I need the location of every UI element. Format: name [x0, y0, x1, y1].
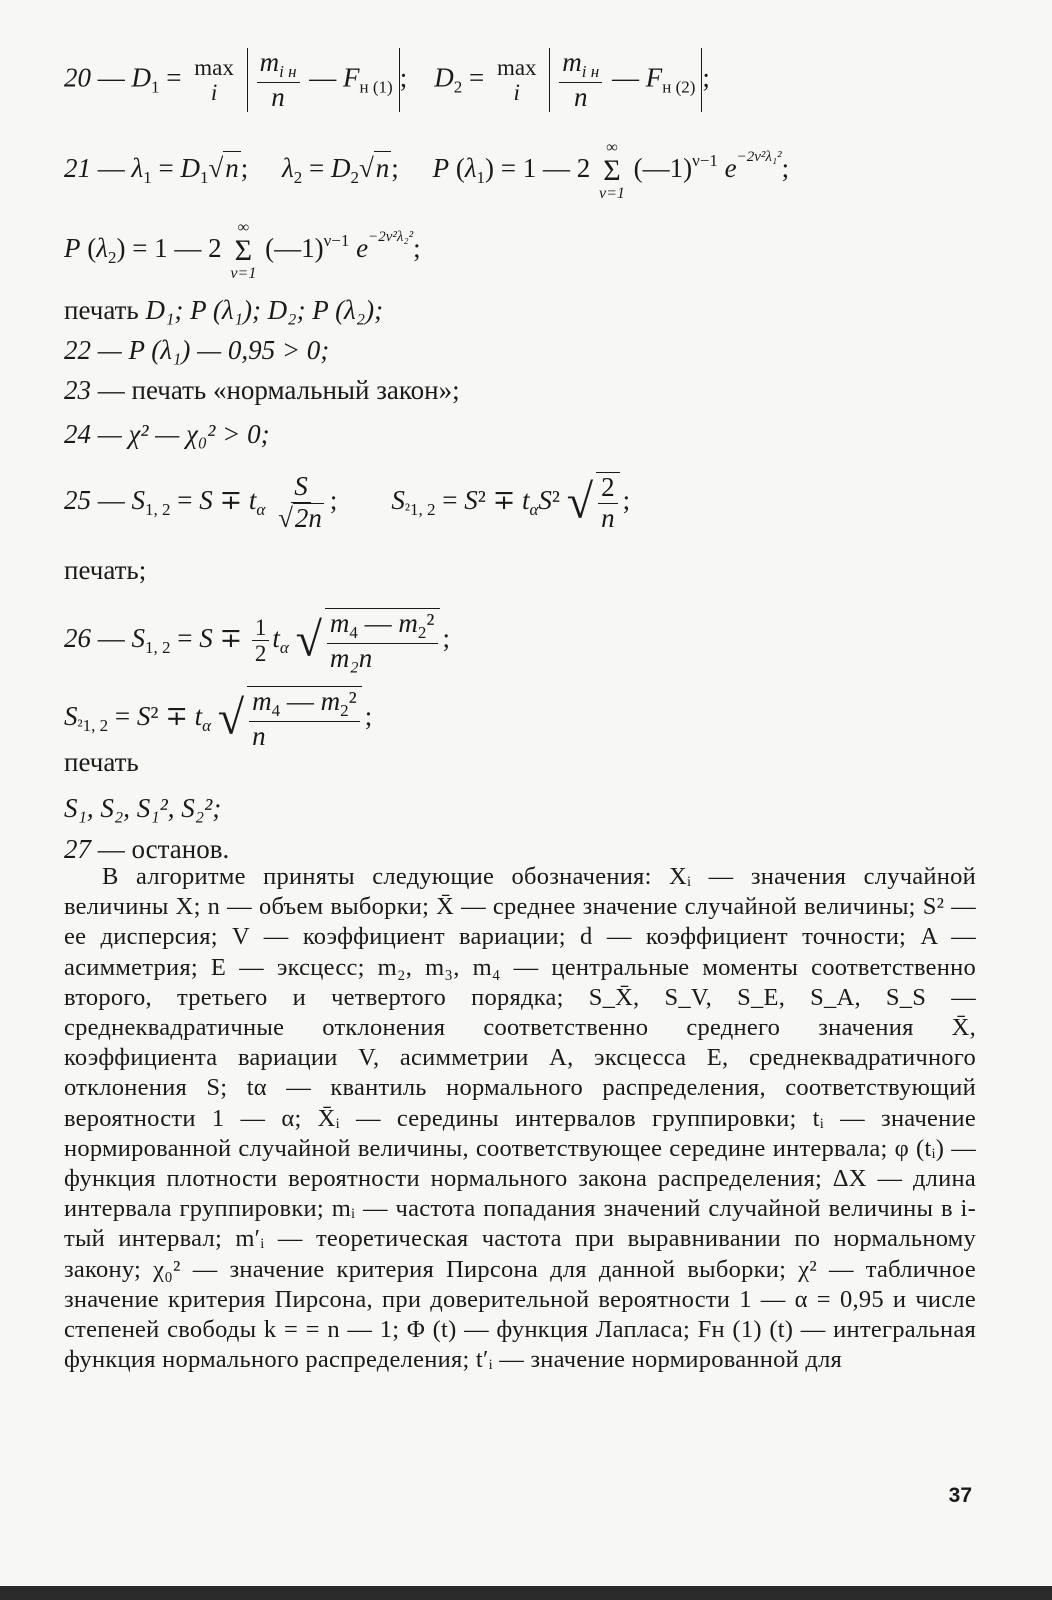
formula-20: 20 — $D_1$ = max i $\frac{m_{i н}}{n}$ — $F_{н (1)}$ ; $D_2$ = max i $\frac{m_{i н}}{n}$ — $F_{н (2)}$ ;	[64, 47, 710, 112]
sum-operator-1: ∞ Σ ν=1	[598, 139, 625, 202]
scan-bottom-edge	[0, 1586, 1052, 1600]
print-line-2: печать;	[64, 555, 147, 585]
print-items-3: S₁, S₂, S₁², S₂²;	[64, 793, 222, 823]
formula-25: 25 — $S_{1, 2} = S \mp t_\alpha$ $\frac{S}{√2n}$ ; $S_{^21, 2} = S^2 \mp t_\alpha S^2$ √ $\frac{2}{n}$ ;	[64, 471, 631, 533]
absolute-value-2: $\frac{m_{i н}}{n}$ — $F_{н (2)}$	[549, 48, 702, 112]
absolute-value-1: $\frac{m_{i н}}{n}$ — $F_{н (1)}$	[247, 48, 400, 112]
max-operator-1: max i	[194, 54, 234, 106]
formula-24: 24 — χ² — χ₀² > 0;	[64, 419, 270, 449]
formula-22: 22 — P (λ₁) — 0,95 > 0;	[64, 335, 330, 365]
formula-23: 23 — печать «нормальный закон»;	[64, 375, 460, 405]
formula-21: 21 — $\lambda_1 = D_1√n$; $\lambda_2 = D_2√n$; P $(\lambda_1) = 1$ — 2 ∞ Σ ν=1 (—1)$^{\nu-1}$ $e^{-2\nu^2\lambda_1^2}$;	[64, 139, 790, 202]
max-operator-2: max i	[496, 54, 537, 106]
sum-operator-2: ∞ Σ ν=1	[230, 219, 257, 282]
print-line-3: печать	[64, 747, 139, 777]
formula-26: 26 — $S_{1, 2} = S$ ∓ $\frac{1}{2}$ $t_\alpha$ √ $\frac{m_4 — m_2^2}{\text{m₂n}}$ ;	[64, 608, 451, 673]
page-number: 37	[948, 1484, 972, 1507]
formula-21-continued: P $(\lambda_2) = 1$ — 2 ∞ Σ ν=1 (—1)$^{\nu-1}$ $e^{-2\nu^2\lambda_2^2}$;	[64, 219, 421, 282]
formula-26-continued: $S_{^21, 2} = S^2 \mp t_\alpha$ √ $\frac{m_4 — m_2^2}{n}$ ;	[64, 686, 373, 751]
formula-27: 27 — останов.	[64, 834, 230, 864]
print-line-1: печать D₁; P (λ₁); D₂; P (λ₂);	[64, 295, 384, 325]
notation-paragraph: В алгоритме приняты следующие обозначения: Xᵢ — значения случайной величины X; n — объем выборки; X̄ — среднее значение случайной величины; S² — ее дисперсия; V — коэффициент вариации; d — коэффициент точности; A — асимметрия; E — эксцесс; m₂, m₃, m₄ — центральные моменты соответственно второго, третьего и четвертого порядка; S_X̄, S_V, S_E, S_A, S_S — среднеквадратичные отклонения соответственно среднего значения X̄, коэффициента вариации V, асимметрии A, эксцесса E, среднеквадратичного отклонения S; tα — квантиль нормального распределения, соответствующий вероятности 1 — α; X̄ᵢ — середины интервалов группировки; tᵢ — значение нормированной случайной величины, соответствующее середине интервала; φ (tᵢ) — функция плотности вероятности нормального закона распределения; ΔX — длина интервала группировки; mᵢ — частота попадания значений случайной величины в i-тый интервал; m′ᵢ — теоретическая частота при выравнивании по нормальному закону; χ₀² — значение критерия Пирсона для данной выборки; χ² — табличное значение критерия Пирсона, при доверительной вероятности 1 — α = 0,95 и числе степеней свободы k = = n — 1; Φ (t) — функция Лапласа; Fн (1) (t) — интегральная функция нормального распределения; t′ᵢ — значение нормированной для	[64, 863, 976, 1374]
